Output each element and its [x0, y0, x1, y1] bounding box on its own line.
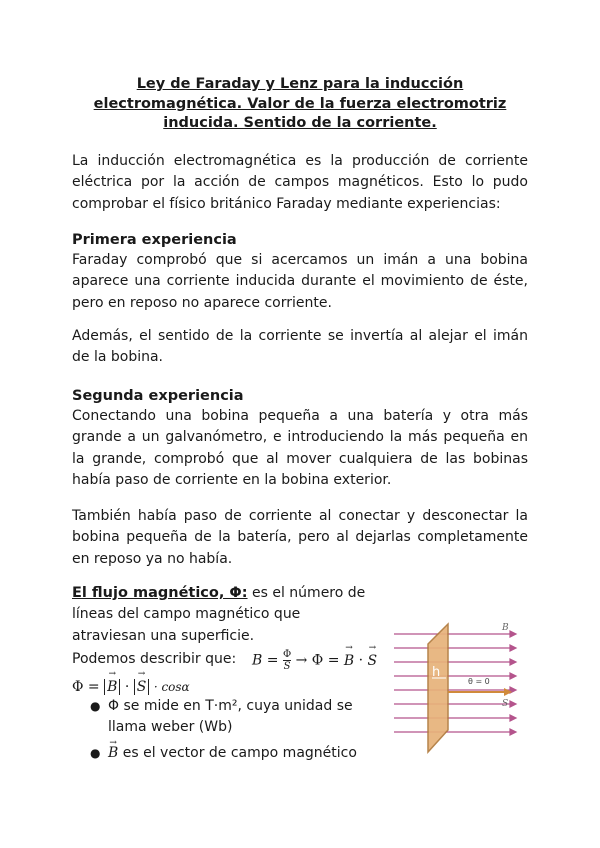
flux-definition — [72, 583, 372, 647]
formula-arrow: → Φ = — [295, 652, 340, 669]
formula-vector-S: → S — [368, 653, 378, 669]
title-line-2: electromagnética. Valor de la fuerza electromotriz — [93, 95, 507, 112]
fraction-denominator: S — [283, 661, 291, 672]
flux-bullet-list — [90, 696, 380, 768]
field-lines — [394, 631, 516, 735]
heading-second-experience: Segunda experiencia — [72, 388, 244, 404]
bullet-vector-B-text: es el vector de campo magnético — [118, 744, 357, 761]
flux-definition-text: es el número de líneas del campo magnético que atraviesan una superficie. — [72, 585, 366, 644]
second-experience-text-2: También había paso de corriente al conectar y desconectar la bobina pequeña de la batería, pero al dejarlas completamente en reposo ya no había. — [72, 508, 528, 567]
normal-vector-S — [448, 688, 512, 696]
fraction-numerator: Φ — [282, 649, 292, 660]
diagram-label-S: S — [502, 699, 509, 709]
flux-heading: El flujo magnético, Φ: — [72, 585, 248, 601]
describe-label: Podemos describir que: — [72, 651, 237, 667]
bullet-dot: ● — [90, 745, 101, 760]
formula-flux-cos: Φ = → B · → S · cosα — [72, 679, 190, 695]
first-experience-text: Faraday comprobó que si acercamos un imán a una bobina aparece una corriente inducida durante el movimiento de éste, pero en reposo no aparece corriente. — [72, 252, 528, 311]
formula2-cos: · cosα — [153, 680, 190, 694]
heading-first-experience: Primera experiencia — [72, 232, 237, 248]
diagram-label-h: h — [432, 665, 441, 680]
title-line-3: inducida. Sentido de la corriente. — [163, 115, 437, 131]
diagram-label-theta: θ = 0 — [468, 677, 490, 686]
bullet-unit — [90, 696, 380, 739]
diagram-label-B: B — [502, 623, 509, 633]
formula-fraction — [283, 649, 291, 672]
bullet-vector-B-symbol: → B — [108, 743, 118, 764]
formula-flux-density: B = $\frac{\Phi}{S}$ → Φ = → B · → S — [252, 649, 377, 672]
bullet-vector-B — [90, 743, 380, 764]
bullet-dot: ● — [90, 699, 101, 713]
formula2-vector-S: → S — [137, 679, 147, 695]
formula2-phi: Φ = — [72, 679, 100, 695]
intro-paragraph: La inducción electromagnética es la producción de corriente eléctrica por la acción de campos magnéticos. Esto lo pudo comprobar el físico británico Faraday mediante experiencias: — [72, 153, 528, 212]
document-title — [90, 75, 510, 134]
formula2-vector-B: → B — [107, 679, 117, 695]
title-line-1: Ley de Faraday y Lenz para la inducción — [136, 76, 464, 92]
bullet-unit-text: Φ se mide en T·m², cuya unidad se llama weber (Wb) — [108, 698, 353, 736]
magnetic-flux-diagram — [392, 618, 520, 758]
formula-vector-B: → B — [344, 653, 354, 669]
formula-B: B — [252, 652, 263, 669]
formula-eq: = — [266, 652, 279, 669]
second-experience-text: Conectando una bobina pequeña a una batería y otra más grande a un galvanómetro, e introduciendo la más pequeña en la grande, comprobó que al mover cualquiera de las bobinas había paso de corriente en la bobina exterior. — [72, 408, 528, 488]
first-experience-text-2: Además, el sentido de la corriente se invertía al alejar el imán de la bobina. — [72, 328, 528, 366]
surface-plate — [428, 624, 448, 752]
